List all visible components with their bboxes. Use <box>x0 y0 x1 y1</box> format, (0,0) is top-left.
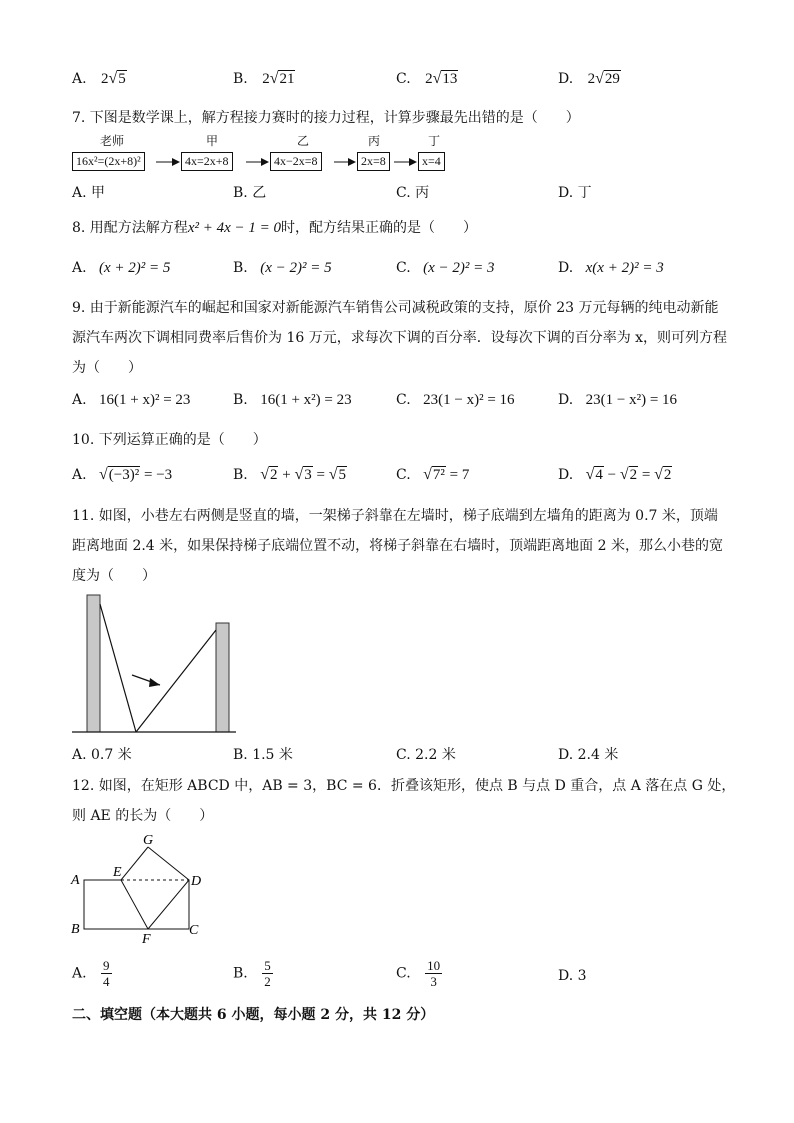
q7-option-a: A. 甲 <box>72 185 106 201</box>
radicand: 4 <box>595 467 603 483</box>
q7-option-c: C. 丙 <box>396 185 430 201</box>
q8-stem <box>72 218 477 238</box>
radicand: 21 <box>279 71 295 87</box>
q11-option-a: A. 0.7 米 <box>72 747 132 763</box>
q12-figure <box>66 834 216 946</box>
radicand: 2 <box>269 467 278 483</box>
denominator: 2 <box>264 974 271 989</box>
q7-step-ding: x=4 <box>418 152 445 171</box>
denominator: 4 <box>103 974 110 989</box>
option-label: A. <box>72 392 87 408</box>
option-label: C. <box>396 965 411 982</box>
option-label: B. <box>233 71 248 87</box>
q10-option-c: C. √7² = 7 <box>396 466 470 483</box>
q11-line-1: 11. 如图，小巷左右两侧是竖直的墙，一架梯子斜靠在左墙时，梯子底端到左墙角的距离为 0.7 米，顶端 <box>72 508 718 524</box>
q6-option-c: C. 2√13 <box>396 70 458 87</box>
q8-option-b <box>233 260 332 277</box>
denominator: 3 <box>430 974 437 989</box>
right-wall <box>216 623 229 732</box>
option-label: B. <box>233 965 248 982</box>
label-b: B <box>71 922 80 937</box>
q7-step-bing: 2x=8 <box>357 152 390 171</box>
radicand: (−3)² <box>108 467 140 483</box>
option-label: D. <box>558 392 574 408</box>
q7-person-yi: 乙 <box>297 134 310 148</box>
q12-option-a <box>72 958 112 989</box>
q7-person-ding: 丁 <box>428 134 441 148</box>
q6-option-a: A. 2√5 <box>72 70 126 87</box>
ladder-left <box>100 604 136 732</box>
q7-step-yi: 4x−2x=8 <box>270 152 322 171</box>
q7-stem: 7. 下图是数学课上，解方程接力赛时的接力过程，计算步骤最先出错的是（ ） <box>72 110 580 126</box>
option-label: C. <box>396 392 411 408</box>
q8-stem-pre: 8. 用配方法解方程 <box>72 220 188 236</box>
option-label: B. <box>233 467 248 483</box>
option-label: D. <box>558 71 574 87</box>
q11-line-2: 距离地面 2.4 米，如果保持梯子底端位置不动，将梯子斜靠在右墙时，顶端距离地面 2 米，那么小巷的宽 <box>72 538 723 554</box>
section-heading: 二、填空题（本大题共 6 小题，每小题 2 分，共 12 分） <box>72 1007 435 1023</box>
option-label: A. <box>72 71 87 87</box>
option-value: (x + 2)² = 5 <box>99 260 171 276</box>
option-rest: = −3 <box>144 467 173 483</box>
left-wall <box>87 595 100 732</box>
q7-option-b: B. 乙 <box>233 185 267 201</box>
q7-option-d: D. 丁 <box>558 185 592 201</box>
option-label: B. <box>233 260 248 276</box>
label-d: D <box>191 874 202 889</box>
numerator: 10 <box>427 958 441 973</box>
q12-option-b <box>233 958 273 989</box>
option-label: A. <box>72 467 87 483</box>
q6-option-b: B. 2√21 <box>233 70 295 87</box>
q11-line-3: 度为（ ） <box>72 568 156 584</box>
q12-line-1: 12. 如图，在矩形 ABCD 中，AB = 3，BC = 6．折叠该矩形，使点 B 与点 D 重合，点 A 落在点 G 处， <box>72 778 736 794</box>
option-label: D. <box>558 260 574 276</box>
option-label: C. <box>396 260 411 276</box>
coef: 2 <box>101 71 109 87</box>
q8-option-a <box>72 260 170 277</box>
q12-option-c <box>396 958 442 989</box>
q7-step-jia: 4x=2x+8 <box>181 152 233 171</box>
q11-option-c: C. 2.2 米 <box>396 747 456 763</box>
numerator: 9 <box>103 958 110 973</box>
radicand: 5 <box>338 467 346 483</box>
label-f: F <box>142 932 151 946</box>
option-rest: = 7 <box>449 467 470 483</box>
label-g: G <box>143 834 154 848</box>
radicand: 13 <box>442 71 458 87</box>
radicand: 2 <box>629 467 638 483</box>
q7-person-jia: 甲 <box>206 134 219 148</box>
rectangle-abcd <box>84 880 189 929</box>
segment-fd <box>148 880 189 929</box>
q9-line-2: 源汽车两次下调相同费率后售价为 16 万元，求每次下调的百分率．设每次下调的百分率为 x，则可列方程 <box>72 330 728 346</box>
radicand: 2 <box>663 467 672 483</box>
q7-arrows <box>0 150 794 174</box>
label-a: A <box>71 873 80 888</box>
option-value: (x − 2)² = 3 <box>423 260 495 276</box>
q11-figure <box>70 590 240 740</box>
q12-option-d: D. 3 <box>558 968 587 984</box>
coef: 2 <box>587 71 596 87</box>
option-label: C. <box>396 467 411 483</box>
q10-option-a: A. √(−3)² = −3 <box>72 466 173 483</box>
option-label: A. <box>72 965 87 982</box>
radicand: 5 <box>118 71 126 87</box>
coef: 2 <box>425 71 433 87</box>
radicand: 3 <box>304 467 312 483</box>
option-value: 23(1 − x)² = 16 <box>423 392 515 408</box>
q7-person-teacher: 老师 <box>100 134 125 148</box>
option-label: A. <box>72 260 87 276</box>
radicand: 29 <box>604 71 620 87</box>
q9-option-b <box>233 392 352 409</box>
option-label: B. <box>233 392 248 408</box>
q9-line-3: 为（ ） <box>72 360 142 376</box>
segment-eg <box>121 847 148 880</box>
coef: 2 <box>262 71 270 87</box>
numerator: 5 <box>264 958 271 973</box>
option-label: C. <box>396 71 411 87</box>
q7-person-bing: 丙 <box>368 134 381 148</box>
arrow-head <box>149 678 160 687</box>
q9-option-a <box>72 392 190 409</box>
option-label: D. <box>558 467 574 483</box>
segment-gd <box>148 847 189 880</box>
q10-stem: 10. 下列运算正确的是（ ） <box>72 432 267 448</box>
q11-option-d: D. 2.4 米 <box>558 747 619 763</box>
q9-option-c <box>396 392 515 409</box>
q6-option-d: D. 2√29 <box>558 70 620 87</box>
option-value: x(x + 2)² = 3 <box>585 260 664 276</box>
q9-line-1: 9. 由于新能源汽车的崛起和国家对新能源汽车销售公司减税政策的支持，原价 23 万元每辆的纯电动新能 <box>72 300 719 316</box>
q7-step-teacher: 16x²=(2x+8)² <box>72 152 145 171</box>
segment-ef <box>121 880 148 929</box>
label-c: C <box>189 923 199 938</box>
q10-option-d: D. √4 − √2 = √2 <box>558 466 672 483</box>
option-value: 23(1 − x²) = 16 <box>585 392 678 408</box>
q10-option-b: B. √2 + √3 = √5 <box>233 466 346 483</box>
q8-equation: x² + 4x − 1 = 0 <box>187 220 281 236</box>
q9-option-d <box>558 392 677 409</box>
q8-stem-post: 时，配方结果正确的是（ ） <box>281 220 477 236</box>
radicand: 7² <box>432 467 445 483</box>
q12-line-2: 则 AE 的长为（ ） <box>72 808 214 824</box>
option-value: (x − 2)² = 5 <box>260 260 332 276</box>
q11-option-b: B. 1.5 米 <box>233 747 293 763</box>
option-value: 16(1 + x)² = 23 <box>99 392 191 408</box>
label-e: E <box>113 865 122 880</box>
q8-option-c <box>396 260 495 277</box>
option-value: 16(1 + x²) = 23 <box>260 392 352 408</box>
q8-option-d <box>558 260 664 277</box>
